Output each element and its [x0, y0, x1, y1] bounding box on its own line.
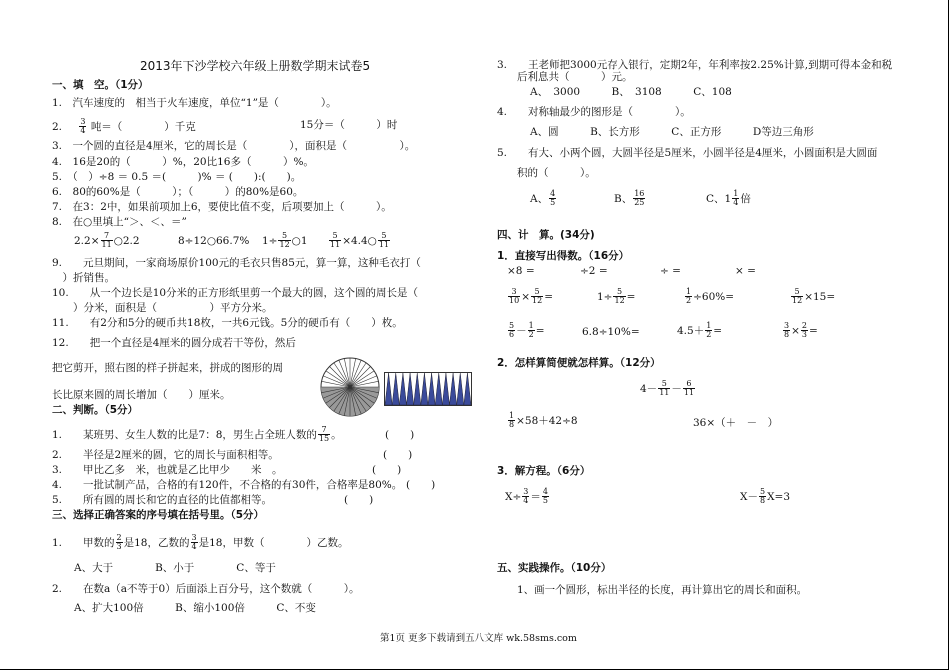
calc-r2-b: 1÷ $\frac{5}{12}$ = [597, 287, 636, 306]
question-9-line1: 9. 元旦期间，一家商场原价100元的毛衣只售85元，算一算，这种毛衣打（ [52, 257, 421, 269]
question-10-line2: ）分米，面积是（ ）平方分米。 [52, 302, 273, 314]
question-12-line2: 把它剪开，照右图的样子拼起来，拼成的图形的周 [52, 362, 283, 374]
choice-4-options: A、圆 B、长方形 C、正方形 D等边三角形 [530, 126, 814, 138]
choice-2-options: A、扩大100倍 B、缩小100倍 C、不变 [74, 602, 316, 614]
equation-2: X－ $\frac{5}{8}$ X=3 [740, 487, 791, 506]
page-title: 2013年下沙学校六年级上册数学期末试卷5 [140, 59, 371, 73]
section-3-heading: 三、选择正确答案的序号填在括号里。（5分） [52, 509, 265, 521]
question-4: 4. 16是20的（ ）%，20比16多（ ）%。 [52, 156, 314, 168]
choice-3-options: A、 3000 B、 3108 C、108 [530, 86, 732, 98]
judge-4: 4. 一批试制产品，合格的有120件，不合格的有30件，合格率是80%。 [52, 479, 403, 491]
q8-compare-a: 2.2× $\frac{7}{11}$ ○2.2 [74, 231, 140, 250]
rearranged-parallelogram-figure [384, 372, 472, 406]
choice-5-line2: 积的（ ）。 [517, 167, 596, 179]
calc-r2-a: $\frac{3}{10}$ × $\frac{5}{12}$ = [509, 287, 553, 306]
question-3: 3. 一个圆的直径是4厘米，它的周长是（ ），面积是（ ）。 [52, 140, 416, 152]
q8-compare-d: $\frac{5}{11}$ ×4.4○ $\frac{5}{11}$ [330, 231, 390, 250]
q2-text: 吨＝（ ）千克 [90, 120, 196, 133]
question-1: 1. 汽车速度的 相当于火车速度，单位“1”是（ ）。 [52, 97, 337, 109]
judge-4-answer: ( ) [406, 479, 436, 491]
choice-4: 4. 对称轴最少的图形是（ ）。 [497, 106, 691, 118]
q8-compare-c: 1÷ $\frac{5}{12}$ ○1 [262, 231, 308, 250]
calc-r1-b: ÷2 = [580, 265, 608, 277]
question-11: 11. 有2分和5分的硬币共18枚，一共6元钱。5分的硬币有（ ）枚。 [52, 317, 403, 329]
section-1-heading: 一、填 空。（1分） [52, 79, 149, 91]
judge-2-answer: ( ) [383, 449, 413, 461]
calc-r3-d: $\frac{3}{8}$ × $\frac{2}{3}$ = [784, 321, 818, 340]
choice-5-option-c: C、1 $\frac{1}{4}$ 倍 [706, 189, 751, 208]
simplify-3: 36×（＋ － ） [693, 417, 779, 429]
calc-r2-d: $\frac{5}{12}$ ×15= [792, 287, 836, 306]
choice-1-options: A、大于 B、小于 C、等于 [74, 562, 276, 574]
calc-r3-c: 4.5＋ $\frac{1}{2}$ = [677, 321, 723, 340]
judge-3: 3. 甲比乙多 米，也就是乙比甲少 米 。 [52, 464, 283, 476]
question-12-line1: 12. 把一个直径是4厘米的圆分成若干等份，然后 [52, 337, 296, 349]
choice-3-line2: 后利息共（ ）元。 [517, 71, 633, 83]
section-4-part-2: 2．怎样算简便就怎样算。（12分） [497, 357, 661, 369]
section-4-part-3: 3．解方程。（6分） [497, 465, 591, 477]
question-2 [52, 118, 196, 136]
choice-5-option-b: B、 $\frac{16}{25}$ [614, 189, 645, 208]
section-5-heading: 五、实践操作。（10分） [497, 562, 612, 574]
divided-circle-figure [320, 357, 380, 417]
equation-1: X÷ $\frac{3}{4}$ ＝ $\frac{4}{5}$ [505, 487, 548, 506]
section-4-heading: 四、计 算。(34分) [497, 229, 595, 241]
simplify-2: $\frac{1}{8}$ ×58＋42÷8 [509, 411, 578, 430]
q2-fraction: $\frac{3}{4}$ [80, 117, 86, 136]
practice-1: 1、画一个圆形，标出半径的长度，再计算出它的周长和面积。 [517, 584, 808, 596]
judge-1: 1. 某班男、女生人数的比是7：8，男生占全班人数的 $\frac{7}{15}$ 。 [52, 425, 342, 444]
page-footer: 第1页 更多下载请到五八文库 wk.58sms.com [380, 633, 577, 644]
judge-3-answer: ( ) [372, 464, 402, 476]
question-2b: 15分＝（ ）时 [300, 119, 398, 131]
calc-r1-d: × = [735, 265, 756, 277]
question-9-line2: ）折销售。 [52, 272, 115, 284]
question-10-line1: 10. 从一个边长是10分米的正方形纸里剪一个最大的圆，这个圆的周长是（ [52, 287, 419, 299]
judge-5: 5. 所有圆的周长和它的直径的比值都相等。 [52, 494, 273, 506]
calc-r1-c: ÷ = [660, 265, 681, 277]
question-5: 5. （ ）÷8 ＝ 0.5 ＝( )% ＝ ( ):( )。 [52, 171, 302, 183]
calc-r2-c: $\frac{1}{2}$ ÷60%= [686, 287, 735, 306]
q2-number: 2. [52, 120, 63, 133]
calc-r3-a: $\frac{5}{6}$ － $\frac{1}{2}$ = [509, 321, 545, 340]
question-6: 6. 80的60%是（ ）；（ ）的80%是60。 [52, 186, 304, 198]
judge-2: 2. 半径是2厘米的圆，它的周长与面积相等。 [52, 449, 279, 461]
judge-5-answer: ( ) [344, 494, 374, 506]
judge-1-answer: ( ) [385, 429, 415, 441]
question-8: 8. 在○里填上“＞、＜、＝” [52, 216, 187, 228]
section-4-part-1: 1．直接写出得数。（16分） [497, 250, 630, 262]
calc-r1-a: ×8 = [507, 265, 535, 277]
choice-5-line1: 5. 有大、小两个圆，大圆半径是5厘米，小圆半径是4厘米，小圆面积是大圆面 [497, 147, 878, 159]
calc-r3-b: 6.8÷10%= [582, 326, 640, 338]
section-2-heading: 二、判断。（5分） [52, 404, 139, 416]
choice-2: 2. 在数a（a不等于0）后面添上百分号，这个数就（ ）。 [52, 583, 360, 595]
simplify-1: 4－ $\frac{5}{11}$ － $\frac{6}{11}$ [640, 379, 695, 398]
q8-compare-b: 8÷12○66.7% [178, 235, 250, 247]
choice-3-line1: 3. 王老师把3000元存入银行，定期2年，年利率按2.25%计算,到期可得本金和税 [497, 59, 893, 71]
choice-1: 1. 甲数的 $\frac{2}{3}$ 是18，乙数的 $\frac{3}{4}$ 是18，甲数（ ）乙数。 [52, 533, 349, 552]
question-7: 7. 在3：2中，如果前项加上6，要使比值不变，后项要加上（ ）。 [52, 201, 392, 213]
choice-5-option-a: A、 $\frac{4}{5}$ [530, 189, 556, 208]
question-12-line3: 长比原来圆的周长增加（ ）厘米。 [52, 389, 231, 401]
